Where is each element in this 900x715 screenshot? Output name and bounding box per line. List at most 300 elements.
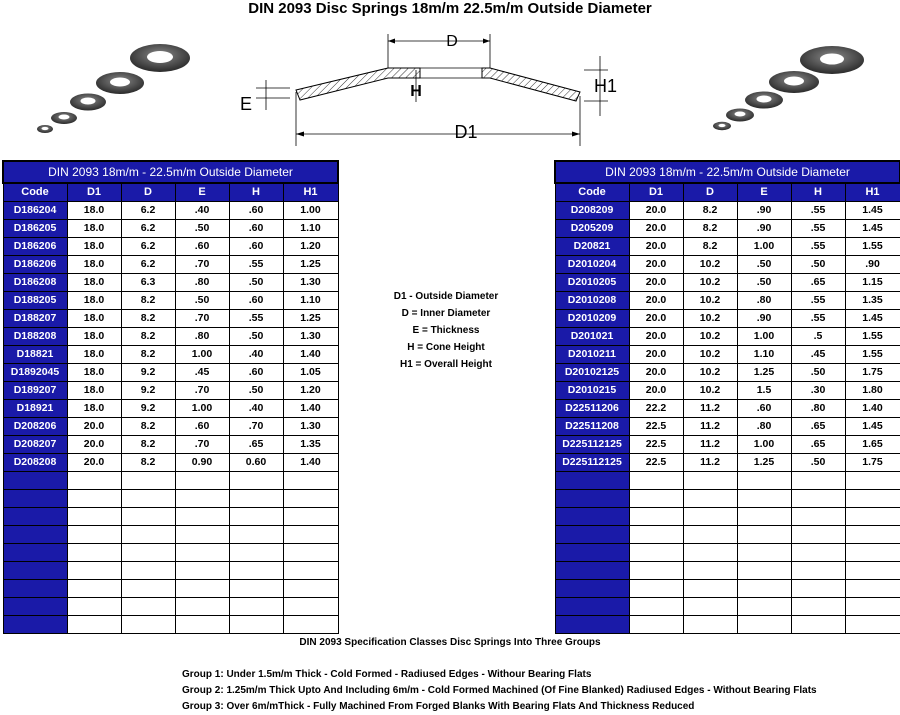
code-cell (3, 490, 67, 508)
value-cell (67, 526, 121, 544)
value-cell (737, 526, 791, 544)
value-cell: 18.0 (67, 364, 121, 382)
value-cell: 1.40 (283, 346, 338, 364)
legend-item: H1 = Overall Height (400, 359, 492, 370)
code-cell: D205209 (555, 220, 629, 238)
code-cell: D208206 (3, 418, 67, 436)
value-cell: .60 (229, 238, 283, 256)
value-cell (121, 598, 175, 616)
diagram-label-d1: D1 (454, 122, 478, 142)
value-cell: 20.0 (67, 436, 121, 454)
value-cell (121, 544, 175, 562)
code-cell: D188207 (3, 310, 67, 328)
value-cell (175, 472, 229, 490)
table-row (555, 292, 900, 310)
empty-row (3, 472, 338, 490)
empty-row (3, 616, 338, 634)
value-cell: 18.0 (67, 310, 121, 328)
value-cell (283, 490, 338, 508)
value-cell: 18.0 (67, 202, 121, 220)
empty-row (555, 544, 900, 562)
value-cell: 20.0 (629, 346, 683, 364)
table-row (3, 364, 338, 382)
value-cell (67, 508, 121, 526)
value-cell: 1.10 (737, 346, 791, 364)
value-cell: .40 (175, 202, 229, 220)
value-cell: 1.25 (283, 310, 338, 328)
value-cell (629, 526, 683, 544)
value-cell: 1.45 (845, 220, 900, 238)
value-cell (629, 616, 683, 634)
code-cell: D208207 (3, 436, 67, 454)
value-cell: 1.20 (283, 238, 338, 256)
value-cell: .50 (737, 256, 791, 274)
empty-row (3, 544, 338, 562)
code-cell: D1892045 (3, 364, 67, 382)
empty-row (3, 580, 338, 598)
value-cell: .45 (791, 346, 845, 364)
empty-row (3, 508, 338, 526)
value-cell (629, 490, 683, 508)
value-cell (629, 544, 683, 562)
value-cell: 18.0 (67, 220, 121, 238)
value-cell: .50 (229, 382, 283, 400)
value-cell: .50 (791, 256, 845, 274)
value-cell (845, 508, 900, 526)
value-cell: .40 (229, 400, 283, 418)
value-cell: 8.2 (683, 238, 737, 256)
value-cell: 1.30 (283, 274, 338, 292)
value-cell (737, 490, 791, 508)
table-row (3, 238, 338, 256)
code-cell (3, 580, 67, 598)
value-cell: .50 (229, 274, 283, 292)
code-cell: D186205 (3, 220, 67, 238)
value-cell: .90 (845, 256, 900, 274)
diagram-label-h: H (410, 83, 422, 100)
empty-row (555, 616, 900, 634)
table-header: DIN 2093 18m/m - 22.5m/m Outside Diameter (3, 161, 338, 183)
empty-row (555, 598, 900, 616)
value-cell (683, 526, 737, 544)
value-cell: 1.00 (737, 238, 791, 256)
value-cell: 8.2 (121, 346, 175, 364)
value-cell: 1.75 (845, 364, 900, 382)
value-cell: 1.35 (283, 436, 338, 454)
table-row (555, 328, 900, 346)
value-cell (845, 598, 900, 616)
empty-row (3, 490, 338, 508)
value-cell (845, 544, 900, 562)
value-cell (683, 598, 737, 616)
code-cell: D2010215 (555, 382, 629, 400)
column-header: Code (3, 183, 67, 202)
value-cell (229, 562, 283, 580)
value-cell: 1.40 (283, 400, 338, 418)
value-cell: .80 (175, 328, 229, 346)
value-cell (121, 526, 175, 544)
code-cell (555, 472, 629, 490)
code-cell: D189207 (3, 382, 67, 400)
value-cell (791, 580, 845, 598)
value-cell (845, 616, 900, 634)
table-row (3, 346, 338, 364)
column-header: H (791, 183, 845, 202)
column-header: D (683, 183, 737, 202)
value-cell (791, 508, 845, 526)
value-cell: .60 (229, 292, 283, 310)
value-cell: 8.2 (121, 292, 175, 310)
code-cell: D2010211 (555, 346, 629, 364)
value-cell (845, 562, 900, 580)
value-cell (737, 562, 791, 580)
value-cell: 6.2 (121, 238, 175, 256)
value-cell (67, 472, 121, 490)
column-header: D1 (67, 183, 121, 202)
value-cell: 1.00 (175, 346, 229, 364)
value-cell: 8.2 (121, 454, 175, 472)
disc-springs-photo (28, 40, 193, 140)
empty-row (3, 526, 338, 544)
value-cell: 10.2 (683, 274, 737, 292)
group-item: Group 1: Under 1.5m/m Thick - Cold Formed - Radiused Edges - Withour Bearing Flats (182, 669, 592, 680)
value-cell (175, 616, 229, 634)
diagram-label-h1: H1 (594, 76, 618, 96)
value-cell: 8.2 (683, 202, 737, 220)
code-cell (555, 598, 629, 616)
value-cell (791, 562, 845, 580)
value-cell: 8.2 (121, 436, 175, 454)
value-cell: 22.5 (629, 436, 683, 454)
code-cell: D225112125 (555, 436, 629, 454)
table-row (555, 220, 900, 238)
value-cell (229, 580, 283, 598)
column-header: E (175, 183, 229, 202)
value-cell: 18.0 (67, 292, 121, 310)
value-cell: 18.0 (67, 328, 121, 346)
value-cell: .50 (791, 364, 845, 382)
empty-row (555, 508, 900, 526)
value-cell (67, 544, 121, 562)
value-cell: 20.0 (629, 310, 683, 328)
diagram-label-d: D (446, 33, 458, 50)
value-cell: .70 (175, 382, 229, 400)
value-cell: 9.2 (121, 382, 175, 400)
value-cell: 11.2 (683, 400, 737, 418)
value-cell (683, 472, 737, 490)
table-row (555, 364, 900, 382)
table-row (3, 310, 338, 328)
code-cell: D186206 (3, 238, 67, 256)
value-cell: 1.20 (283, 382, 338, 400)
value-cell (121, 472, 175, 490)
value-cell (229, 490, 283, 508)
code-cell: D20821 (555, 238, 629, 256)
value-cell: 1.40 (283, 454, 338, 472)
code-cell: D186208 (3, 274, 67, 292)
column-header-row (3, 183, 338, 202)
value-cell: .55 (229, 310, 283, 328)
value-cell: .50 (175, 292, 229, 310)
value-cell: 1.55 (845, 238, 900, 256)
value-cell: 18.0 (67, 238, 121, 256)
value-cell (791, 598, 845, 616)
value-cell: 20.0 (67, 454, 121, 472)
code-cell: D201021 (555, 328, 629, 346)
value-cell: 20.0 (629, 328, 683, 346)
value-cell (737, 472, 791, 490)
value-cell (737, 544, 791, 562)
value-cell: 1.15 (845, 274, 900, 292)
value-cell: 10.2 (683, 292, 737, 310)
value-cell: .65 (791, 274, 845, 292)
value-cell: .90 (737, 202, 791, 220)
value-cell (683, 490, 737, 508)
column-header: E (737, 183, 791, 202)
disc-ring-shape (130, 44, 190, 72)
code-cell: D22511208 (555, 418, 629, 436)
value-cell: 22.5 (629, 418, 683, 436)
value-cell: 1.30 (283, 418, 338, 436)
value-cell: 1.10 (283, 292, 338, 310)
value-cell (229, 508, 283, 526)
empty-row (555, 472, 900, 490)
value-cell: .60 (229, 220, 283, 238)
value-cell: 1.00 (283, 202, 338, 220)
code-cell (555, 562, 629, 580)
value-cell: 1.45 (845, 310, 900, 328)
table-row (555, 256, 900, 274)
code-cell: D2010209 (555, 310, 629, 328)
value-cell (683, 544, 737, 562)
code-cell: D188208 (3, 328, 67, 346)
value-cell: 1.45 (845, 202, 900, 220)
value-cell (683, 616, 737, 634)
value-cell: .55 (791, 202, 845, 220)
value-cell: 1.25 (283, 256, 338, 274)
value-cell: 11.2 (683, 454, 737, 472)
value-cell (283, 580, 338, 598)
value-cell (845, 472, 900, 490)
value-cell (629, 598, 683, 616)
value-cell: .55 (791, 238, 845, 256)
code-cell (555, 490, 629, 508)
code-cell: D225112125 (555, 454, 629, 472)
value-cell: 10.2 (683, 256, 737, 274)
empty-row (555, 490, 900, 508)
value-cell: .50 (791, 454, 845, 472)
value-cell: 1.25 (737, 364, 791, 382)
value-cell: 18.0 (67, 346, 121, 364)
value-cell: 1.05 (283, 364, 338, 382)
value-cell (845, 490, 900, 508)
table-row (3, 400, 338, 418)
value-cell: 8.2 (121, 418, 175, 436)
value-cell: 10.2 (683, 364, 737, 382)
table-row (3, 454, 338, 472)
value-cell: 22.5 (629, 454, 683, 472)
value-cell: 0.90 (175, 454, 229, 472)
value-cell: .40 (229, 346, 283, 364)
value-cell: .60 (737, 400, 791, 418)
value-cell: 10.2 (683, 346, 737, 364)
value-cell (791, 526, 845, 544)
value-cell: 1.65 (845, 436, 900, 454)
value-cell: 1.10 (283, 220, 338, 238)
code-cell: D18921 (3, 400, 67, 418)
value-cell: 10.2 (683, 310, 737, 328)
code-cell: D2010208 (555, 292, 629, 310)
table-row (3, 220, 338, 238)
value-cell: 1.45 (845, 418, 900, 436)
value-cell (737, 580, 791, 598)
value-cell: 10.2 (683, 328, 737, 346)
value-cell: .60 (175, 418, 229, 436)
code-cell (3, 598, 67, 616)
code-cell (3, 616, 67, 634)
value-cell: 1.55 (845, 328, 900, 346)
value-cell: 20.0 (67, 418, 121, 436)
left-spec-table (2, 160, 339, 634)
value-cell: 0.60 (229, 454, 283, 472)
code-cell: D22511206 (555, 400, 629, 418)
page-title: DIN 2093 Disc Springs 18m/m 22.5m/m Outside Diameter (248, 0, 652, 17)
code-cell: D208209 (555, 202, 629, 220)
value-cell: 1.75 (845, 454, 900, 472)
value-cell: .55 (791, 220, 845, 238)
value-cell (629, 580, 683, 598)
value-cell (175, 526, 229, 544)
value-cell (229, 544, 283, 562)
value-cell (229, 598, 283, 616)
value-cell (791, 616, 845, 634)
value-cell (737, 508, 791, 526)
value-cell: .70 (175, 310, 229, 328)
value-cell: 18.0 (67, 274, 121, 292)
value-cell: 10.2 (683, 382, 737, 400)
value-cell: .65 (791, 418, 845, 436)
code-cell (3, 472, 67, 490)
value-cell: 8.2 (121, 310, 175, 328)
table-row (555, 274, 900, 292)
value-cell: 20.0 (629, 202, 683, 220)
value-cell: 20.0 (629, 382, 683, 400)
value-cell (737, 616, 791, 634)
value-cell: 22.2 (629, 400, 683, 418)
value-cell (629, 508, 683, 526)
code-cell: D18821 (3, 346, 67, 364)
value-cell (283, 598, 338, 616)
value-cell (121, 580, 175, 598)
right-spec-table (554, 160, 900, 634)
table-row (3, 256, 338, 274)
table-row (3, 382, 338, 400)
value-cell: .80 (737, 292, 791, 310)
table-row (555, 202, 900, 220)
table-row (3, 328, 338, 346)
legend-item: D1 - Outside Diameter (393, 291, 499, 302)
value-cell: .90 (737, 220, 791, 238)
table-row (555, 346, 900, 364)
value-cell (229, 616, 283, 634)
value-cell: .55 (229, 256, 283, 274)
value-cell (175, 544, 229, 562)
value-cell (283, 544, 338, 562)
value-cell: 6.2 (121, 220, 175, 238)
value-cell: .5 (791, 328, 845, 346)
table-row (3, 418, 338, 436)
value-cell (283, 562, 338, 580)
code-cell (3, 508, 67, 526)
table-row (555, 382, 900, 400)
value-cell (629, 562, 683, 580)
value-cell (683, 580, 737, 598)
column-header: D (121, 183, 175, 202)
value-cell (67, 490, 121, 508)
value-cell: 11.2 (683, 436, 737, 454)
code-cell: D2010205 (555, 274, 629, 292)
value-cell: 1.55 (845, 346, 900, 364)
value-cell: 20.0 (629, 238, 683, 256)
value-cell: .60 (175, 238, 229, 256)
value-cell (121, 562, 175, 580)
value-cell: .45 (175, 364, 229, 382)
value-cell: .80 (175, 274, 229, 292)
value-cell: .55 (791, 292, 845, 310)
table-row (555, 238, 900, 256)
value-cell: 20.0 (629, 274, 683, 292)
value-cell (229, 526, 283, 544)
value-cell: 9.2 (121, 364, 175, 382)
value-cell: 11.2 (683, 418, 737, 436)
table-row (3, 292, 338, 310)
value-cell: 1.00 (737, 436, 791, 454)
value-cell (791, 544, 845, 562)
table-row (555, 454, 900, 472)
value-cell: .55 (791, 310, 845, 328)
value-cell: 6.2 (121, 256, 175, 274)
value-cell: .65 (229, 436, 283, 454)
column-header: Code (555, 183, 629, 202)
value-cell: .50 (175, 220, 229, 238)
value-cell: 1.30 (283, 328, 338, 346)
value-cell (283, 472, 338, 490)
column-header-row (555, 183, 900, 202)
value-cell (845, 580, 900, 598)
value-cell (175, 562, 229, 580)
value-cell: 20.0 (629, 364, 683, 382)
value-cell (283, 526, 338, 544)
table-row (555, 400, 900, 418)
table-row (3, 436, 338, 454)
value-cell (121, 616, 175, 634)
value-cell (845, 526, 900, 544)
value-cell: 20.0 (629, 292, 683, 310)
value-cell: 18.0 (67, 400, 121, 418)
value-cell: 1.00 (175, 400, 229, 418)
table-row (555, 436, 900, 454)
column-header: H1 (283, 183, 338, 202)
value-cell (283, 508, 338, 526)
value-cell (67, 562, 121, 580)
column-header: D1 (629, 183, 683, 202)
value-cell: 1.25 (737, 454, 791, 472)
empty-row (3, 562, 338, 580)
group-item: Group 3: Over 6m/mThick - Fully Machined From Forged Blanks With Bearing Flats And Thickness Reduced (182, 701, 695, 712)
table-row (555, 310, 900, 328)
value-cell (791, 472, 845, 490)
value-cell: 8.2 (683, 220, 737, 238)
